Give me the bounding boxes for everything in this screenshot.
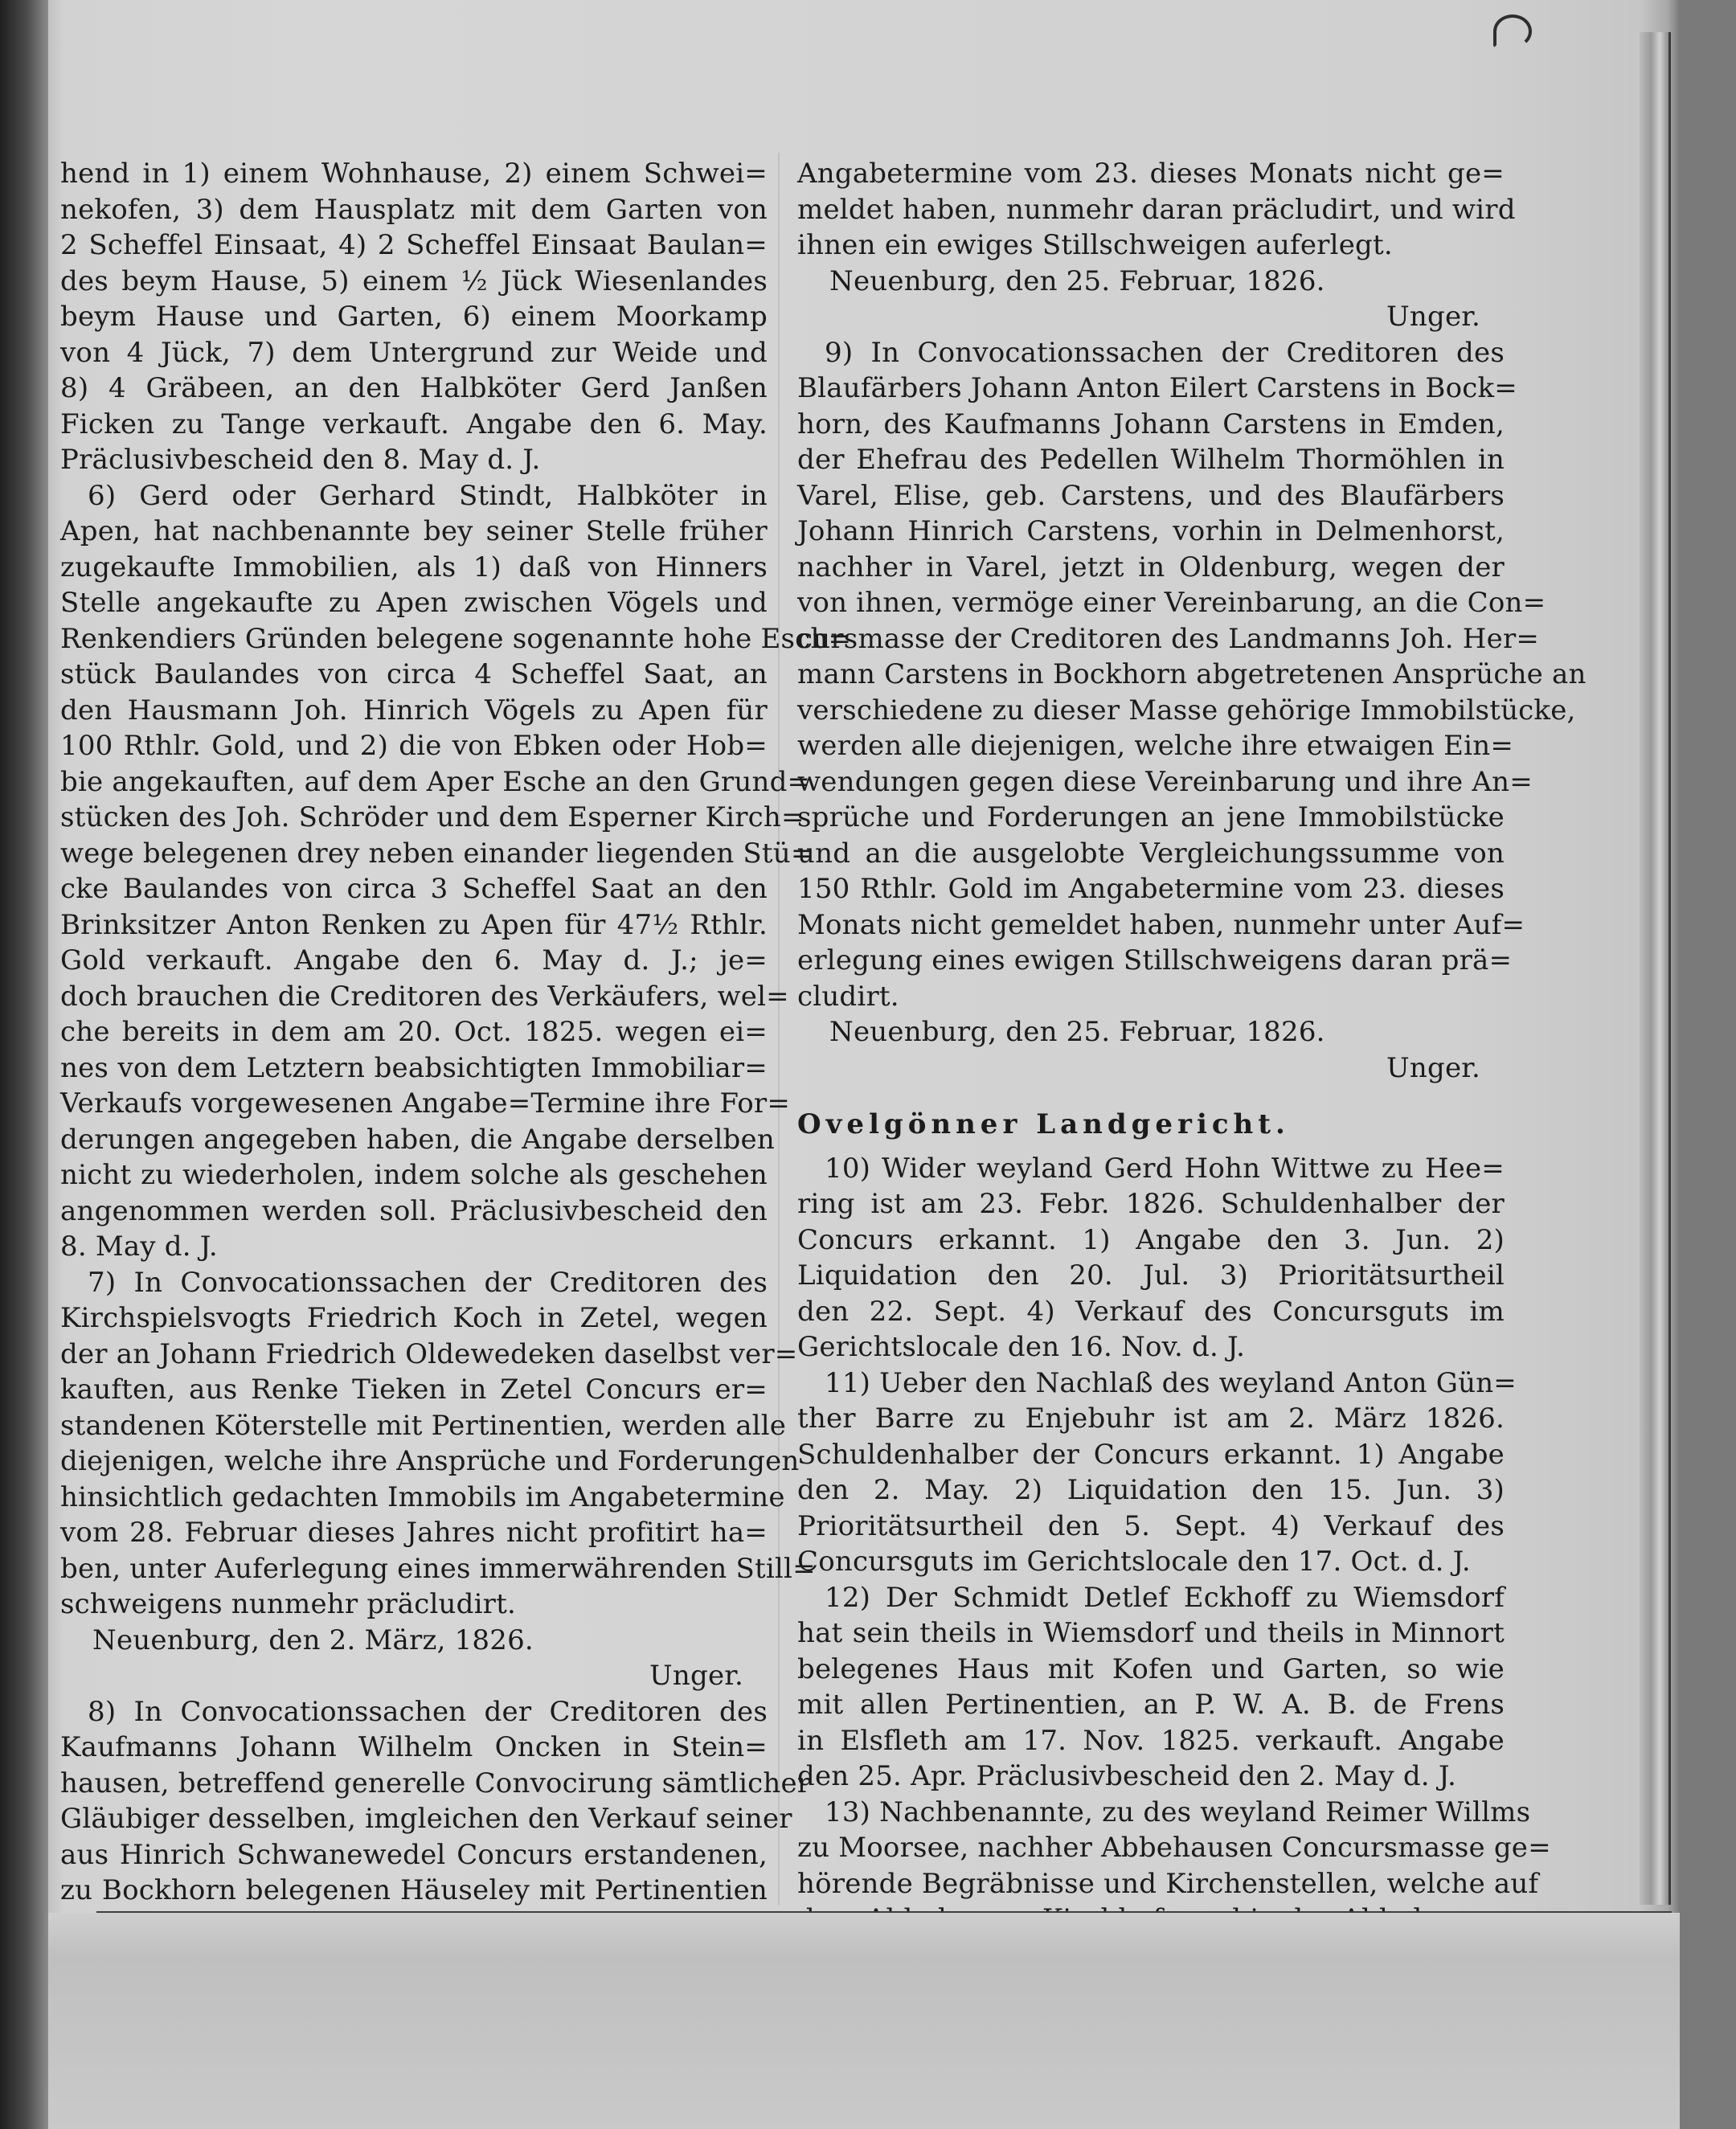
text-line: Blaufärbers Johann Anton Eilert Carstens in Bock= [797,372,1517,404]
text-line: erlegung eines ewigen Stillschweigens daran prä= [797,944,1513,976]
text-line: horn, des Kaufmanns Johann Carstens in Emden, [797,407,1505,440]
text-line: verschiedene zu dieser Masse gehörige Immobilstücke, [797,694,1576,727]
text-line: nes von dem Letztern beabsichtigten Immobiliar= [60,1051,768,1084]
section-heading: Ovelgönner Landgericht. [797,1108,1290,1140]
text-line: Renkendiers Gründen belegene sogenannte hohe Esch= [60,622,852,655]
text-line: Kirchspielsvogts Friedrich Koch in Zetel, wegen [60,1302,768,1334]
text-line: Prioritätsurtheil den 5. Sept. 4) Verkauf des [797,1509,1505,1542]
text-line: 10) Wider weyland Gerd Hohn Wittwe zu Hee= [825,1152,1505,1185]
text-line: nicht zu wiederholen, indem solche als geschehen [60,1159,768,1191]
text-line: den 25. Apr. Präclusivbescheid den 2. May d. J. [797,1760,1457,1792]
text-line: wendungen gegen diese Vereinbarung und ihre An= [797,765,1533,798]
page-edge-shadow [1640,32,1671,1905]
text-line: zu Moorsee, nachher Abbehausen Concursmasse ge= [797,1832,1551,1864]
dateline: Neuenburg, den 2. März, 1826. [92,1623,534,1656]
text-line: 100 Rthlr. Gold, und 2) die von Ebken oder Hob= [60,730,768,762]
text-line: Angabetermine vom 23. dieses Monats nicht ge= [797,158,1505,190]
signature: Unger. [649,1660,743,1692]
text-line: 8. May d. J. [60,1230,218,1263]
text-line: werden alle diejenigen, welche ihre etwaigen Ein= [797,730,1514,762]
text-line: Kaufmanns Johann Wilhelm Oncken in Stein= [60,1731,768,1763]
text-line: cke Baulandes von circa 3 Scheffel Saat an den [60,873,768,905]
text-line: Monats nicht gemeldet haben, nunmehr unter Auf= [797,908,1525,941]
text-line: den 22. Sept. 4) Verkauf des Concursguts im [797,1295,1505,1328]
text-line: nekofen, 3) dem Hausplatz mit dem Garten von [60,193,768,226]
text-line: hinsichtlich gedachten Immobils im Angabetermine [60,1480,785,1513]
text-line: Apen, hat nachbenannte bey seiner Stelle früher [60,515,768,547]
text-line: vom 28. Februar dieses Jahres nicht profitirt ha= [60,1517,768,1549]
text-line: mit allen Pertinentien, an P. W. A. B. de Frens [797,1689,1505,1721]
text-line: hend in 1) einem Wohnhause, 2) einem Schwei= [60,158,768,190]
text-line: hat sein theils in Wiemsdorf und theils in Minnort [797,1617,1505,1649]
text-line: diejenigen, welche ihre Ansprüche und Forderungen [60,1445,800,1477]
text-line: beym Hause und Garten, 6) einem Moorkamp [60,301,768,333]
text-line: Varel, Elise, geb. Carstens, und des Blaufärbers [797,479,1505,512]
text-line: hörende Begräbnisse und Kirchenstellen, welche auf [797,1867,1539,1900]
book-gutter [0,0,48,2129]
text-line: meldet haben, nunmehr daran präcludirt, und wird [797,193,1516,226]
text-line: hausen, betreffend generelle Convocirung sämtlicher [60,1767,811,1799]
text-line: ring ist am 23. Febr. 1826. Schuldenhalber der [797,1188,1505,1220]
text-line: 2 Scheffel Einsaat, 4) 2 Scheffel Einsaat Baulan= [60,229,768,261]
text-line: mann Carstens in Bockhorn abgetretenen Ansprüche an [797,658,1587,690]
text-line: Liquidation den 20. Jul. 3) Prioritätsurtheil [797,1259,1505,1292]
text-line: belegenes Haus mit Kofen und Garten, so wie [797,1652,1505,1685]
text-line: Verkaufs vorgewesenen Angabe=Termine ihre For= [60,1087,791,1120]
right-text-column [797,156,1587,1973]
signature: Unger. [1386,1051,1480,1084]
text-line: kauften, aus Renke Tieken in Zetel Concurs er= [60,1374,768,1406]
left-text-column [60,156,852,2016]
dateline: Neuenburg, den 25. Februar, 1826. [829,1016,1325,1048]
text-line: Gerichtslocale den 16. Nov. d. J. [797,1331,1246,1363]
text-line: 12) Der Schmidt Detlef Eckhoff zu Wiemsdorf [825,1581,1505,1614]
text-line: nachher in Varel, jetzt in Oldenburg, wegen der [797,551,1505,583]
text-line: stück Baulandes von circa 4 Scheffel Saat, an [60,658,768,690]
text-line: den 2. May. 2) Liquidation den 15. Jun. 3) [797,1474,1505,1506]
signature: Unger. [1386,301,1480,333]
text-line: 6) Gerd oder Gerhard Stindt, Halbköter in [88,479,768,512]
text-line: und an die ausgelobte Vergleichungssumme von [797,837,1505,870]
text-line: ther Barre zu Enjebuhr ist am 2. März 1826. [797,1402,1505,1435]
text-line: ihnen ein ewiges Stillschweigen auferlegt. [797,229,1393,261]
text-line: Concursguts im Gerichtslocale den 17. Oct. d. J. [797,1546,1471,1578]
dateline: Neuenburg, den 25. Februar, 1826. [829,264,1325,297]
text-line: schweigens nunmehr präcludirt. [60,1588,516,1620]
text-line: zu Bockhorn belegenen Häuseley mit Pertinentien [60,1874,768,1906]
text-line: Stelle angekaufte zu Apen zwischen Vögels und [60,587,768,619]
text-line: 9) In Convocationssachen der Creditoren des [825,336,1505,369]
text-line: von 4 Jück, 7) dem Untergrund zur Weide und [60,336,768,369]
text-line: Johann Hinrich Carstens, vorhin in Delmenhorst, [797,515,1505,547]
text-line: 8) 4 Gräbeen, an den Halbköter Gerd Janßen [60,372,768,404]
text-line: 13) Nachbenannte, zu des weyland Reimer Willms [825,1795,1531,1828]
text-line: bie angekauften, auf dem Aper Esche an den Grund= [60,765,811,798]
text-line: derungen angegeben haben, die Angabe derselben [60,1123,775,1156]
text-line: den Hausmann Joh. Hinrich Vögels zu Apen für [60,694,768,727]
text-line: des beym Hause, 5) einem ½ Jück Wiesenlandes [60,264,768,297]
page-bottom-margin [48,1913,1680,2129]
text-line: Präclusivbescheid den 8. May d. J. [60,444,541,476]
text-line: sprüche und Forderungen an jene Immobilstücke [797,801,1505,833]
text-line: 7) In Convocationssachen der Creditoren des [88,1266,768,1299]
text-line: angenommen werden soll. Präclusivbescheid den [60,1194,768,1227]
text-line: der an Johann Friedrich Oldewedeken daselbst ver= [60,1337,798,1370]
text-line: standenen Köterstelle mit Pertinentien, werden alle [60,1409,787,1442]
text-line: von ihnen, vermöge einer Vereinbarung, an die Con= [797,587,1546,619]
text-line: ben, unter Auferlegung eines immerwährenden Still= [60,1552,816,1585]
text-line: doch brauchen die Creditoren des Verkäufers, wel= [60,980,789,1013]
text-line: 8) In Convocationssachen der Creditoren des [88,1695,768,1728]
text-line: Brinksitzer Anton Renken zu Apen für 47½ Rthlr. [60,908,768,941]
text-line: Schuldenhalber der Concurs erkannt. 1) Angabe [797,1438,1505,1471]
text-line: aus Hinrich Schwanewedel Concurs erstandenen, [60,1838,768,1871]
text-line: che bereits in dem am 20. Oct. 1825. wegen ei= [60,1016,768,1048]
text-line: cursmasse der Creditoren des Landmanns Joh. Her= [797,622,1540,655]
text-line: cludirt. [797,980,899,1013]
text-line: in Elsfleth am 17. Nov. 1825. verkauft. Angabe [797,1724,1505,1757]
text-line: stücken des Joh. Schröder und dem Esperner Kirch= [60,801,805,833]
text-line: 11) Ueber den Nachlaß des weyland Anton Gün= [825,1366,1517,1399]
text-line: wege belegenen drey neben einander liegenden Stü= [60,837,814,870]
text-line: der Ehefrau des Pedellen Wilhelm Thormöhlen in [797,444,1505,476]
text-line: 150 Rthlr. Gold im Angabetermine vom 23. dieses [797,873,1505,905]
text-line: Gläubiger desselben, imgleichen den Verkauf seiner [60,1803,792,1835]
text-line: Ficken zu Tange verkauft. Angabe den 6. May. [60,407,768,440]
column-divider [778,153,780,1905]
corner-ink-mark [1493,14,1532,48]
text-line: zugekaufte Immobilien, als 1) daß von Hinners [60,551,768,583]
text-line: Gold verkauft. Angabe den 6. May d. J.; je= [60,944,768,976]
text-line: Concurs erkannt. 1) Angabe den 3. Jun. 2) [797,1223,1505,1256]
